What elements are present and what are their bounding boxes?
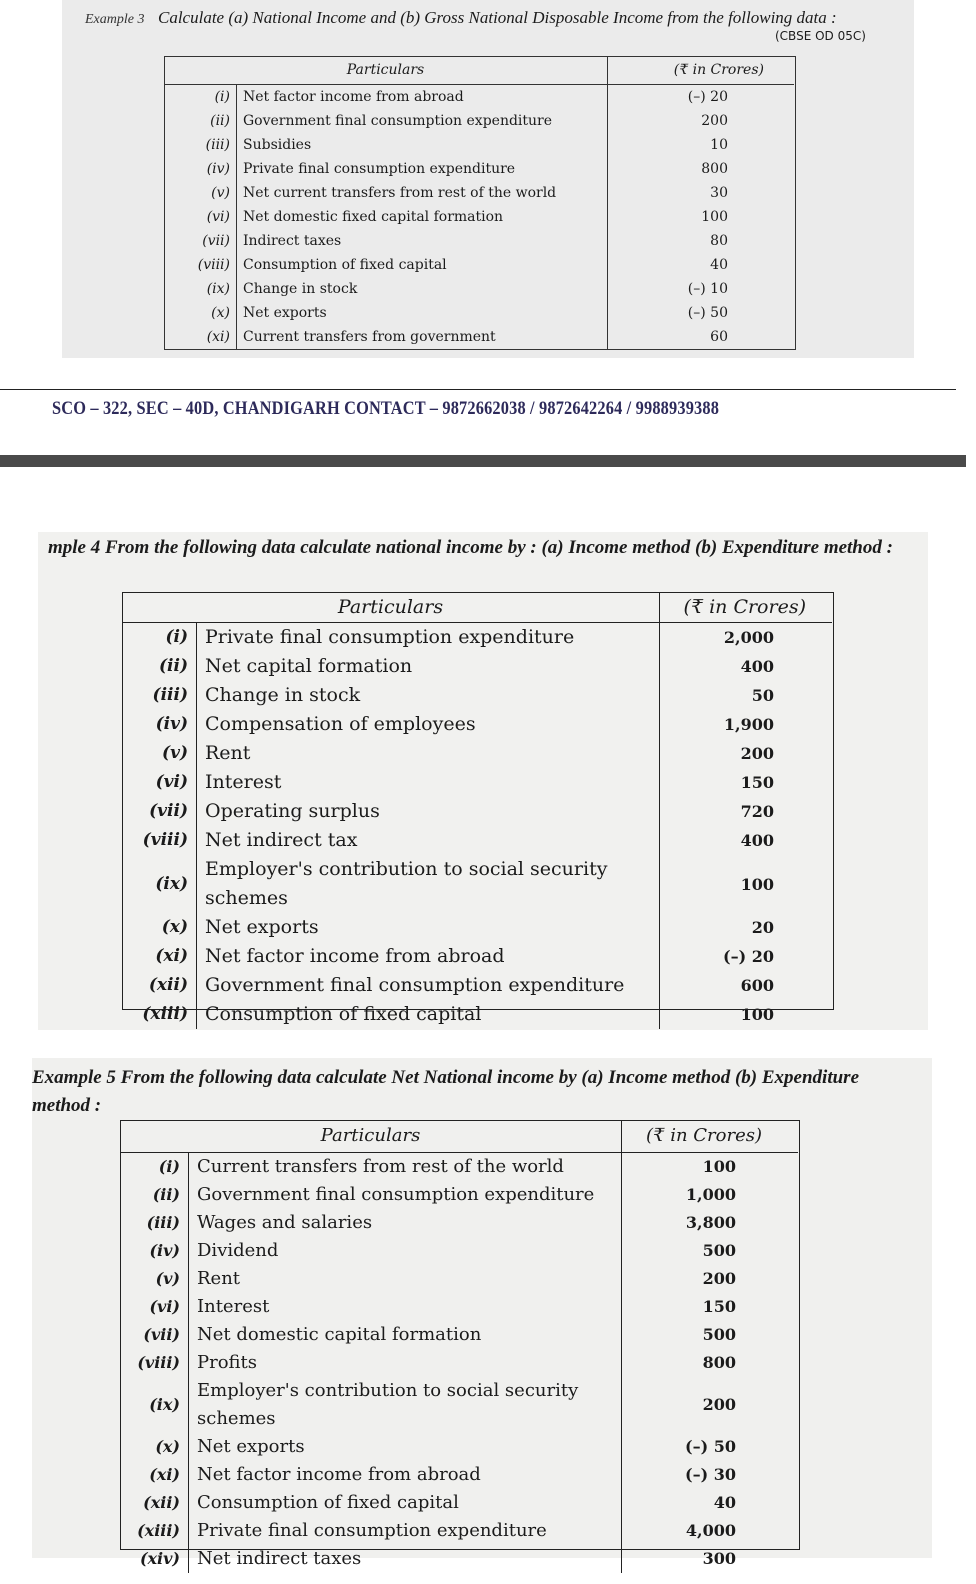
row-description: Employer's contribution to social security schemes	[189, 1377, 622, 1433]
table-row	[120, 1321, 798, 1349]
row-value: 720	[740, 802, 774, 821]
row-number: (iv)	[122, 710, 197, 739]
row-description: Interest	[189, 1293, 622, 1321]
table-row	[120, 1237, 798, 1265]
row-description: Interest	[197, 768, 660, 797]
example-5-table	[120, 1120, 798, 1573]
row-value: 500	[702, 1241, 736, 1260]
row-value: 800	[701, 161, 728, 177]
row-value: 200	[701, 113, 728, 129]
row-value: 1,000	[685, 1185, 736, 1204]
row-value: 200	[702, 1395, 736, 1414]
row-description: Current transfers from rest of the world	[189, 1153, 622, 1182]
row-value: (–) 50	[687, 305, 728, 321]
table-row	[122, 826, 832, 855]
table-row	[122, 710, 832, 739]
row-number: (xi)	[120, 1461, 189, 1489]
column-header-particulars: Particulars	[122, 592, 660, 623]
row-value: 500	[702, 1325, 736, 1344]
table-row	[164, 301, 794, 325]
row-number: (i)	[122, 623, 197, 653]
row-description: Net capital formation	[197, 652, 660, 681]
table-row	[120, 1153, 798, 1182]
row-number: (ii)	[120, 1181, 189, 1209]
row-number: (vii)	[120, 1321, 189, 1349]
row-number: (ii)	[164, 109, 237, 133]
table-row	[120, 1489, 798, 1517]
row-number: (i)	[164, 85, 237, 110]
row-description: Private final consumption expenditure	[197, 623, 660, 653]
row-value: (–) 20	[687, 89, 728, 105]
row-number: (ix)	[164, 277, 237, 301]
table-row	[164, 85, 794, 110]
table-row	[122, 942, 832, 971]
example-3-label: Example 3	[85, 12, 145, 27]
row-value: (–) 20	[723, 947, 774, 966]
row-number: (v)	[122, 739, 197, 768]
row-description: Change in stock	[237, 277, 608, 301]
row-description: Consumption of fixed capital	[197, 1000, 660, 1029]
row-number: (ii)	[122, 652, 197, 681]
table-row	[120, 1265, 798, 1293]
row-value: 100	[702, 1157, 736, 1176]
row-value: (–) 30	[685, 1465, 736, 1484]
table-row	[120, 1377, 798, 1433]
row-number: (xiv)	[120, 1545, 189, 1573]
row-number: (x)	[120, 1433, 189, 1461]
row-value: 150	[740, 773, 774, 792]
table-row	[122, 623, 832, 653]
row-value: 40	[713, 1493, 736, 1512]
column-header-particulars: Particulars	[164, 56, 608, 85]
row-number: (iv)	[120, 1237, 189, 1265]
table-row	[164, 277, 794, 301]
table-row	[122, 971, 832, 1000]
table-row	[122, 652, 832, 681]
row-value: 20	[751, 918, 774, 937]
table-row	[164, 253, 794, 277]
row-number: (viii)	[120, 1349, 189, 1377]
row-value: 400	[740, 831, 774, 850]
table-row	[120, 1293, 798, 1321]
page-separator-bar	[0, 455, 966, 467]
table-row	[122, 1000, 832, 1029]
row-value: 30	[710, 185, 728, 201]
table-row	[164, 157, 794, 181]
row-value: (–) 50	[685, 1437, 736, 1456]
table-row	[120, 1181, 798, 1209]
row-value: 600	[740, 976, 774, 995]
row-number: (x)	[164, 301, 237, 325]
table-row	[122, 739, 832, 768]
row-number: (iii)	[164, 133, 237, 157]
row-description: Rent	[197, 739, 660, 768]
row-number: (xii)	[122, 971, 197, 1000]
table-row	[122, 768, 832, 797]
row-description: Operating surplus	[197, 797, 660, 826]
row-description: Net exports	[197, 913, 660, 942]
row-number: (iii)	[122, 681, 197, 710]
table-row	[164, 109, 794, 133]
column-header-unit: (₹ in Crores)	[608, 56, 795, 85]
row-value: 4,000	[685, 1521, 736, 1540]
row-number: (vi)	[122, 768, 197, 797]
row-number: (viii)	[164, 253, 237, 277]
example-4-table	[122, 592, 832, 1029]
row-number: (viii)	[122, 826, 197, 855]
row-number: (ix)	[122, 855, 197, 913]
table-row	[120, 1461, 798, 1489]
row-value: (–) 10	[687, 281, 728, 297]
row-number: (xiii)	[120, 1517, 189, 1545]
table-header-row	[164, 56, 794, 85]
row-value: 100	[701, 209, 728, 225]
row-description: Current transfers from government	[237, 325, 608, 349]
table-row	[164, 133, 794, 157]
row-description: Indirect taxes	[237, 229, 608, 253]
column-header-unit: (₹ in Crores)	[660, 592, 833, 623]
table-header-row	[122, 592, 832, 623]
row-value: 400	[740, 657, 774, 676]
row-description: Net domestic capital formation	[189, 1321, 622, 1349]
row-value: 1,900	[723, 715, 774, 734]
row-number: (i)	[120, 1153, 189, 1182]
table-row	[120, 1433, 798, 1461]
table-row	[164, 181, 794, 205]
row-description: Dividend	[189, 1237, 622, 1265]
column-header-particulars: Particulars	[120, 1120, 622, 1153]
column-header-unit: (₹ in Crores)	[622, 1120, 799, 1153]
row-number: (vi)	[120, 1293, 189, 1321]
row-number: (xii)	[120, 1489, 189, 1517]
row-description: Consumption of fixed capital	[237, 253, 608, 277]
row-description: Private final consumption expenditure	[189, 1517, 622, 1545]
row-description: Government final consumption expenditure	[197, 971, 660, 1000]
row-value: 3,800	[685, 1213, 736, 1232]
table-header-row	[120, 1120, 798, 1153]
row-number: (vi)	[164, 205, 237, 229]
row-description: Compensation of employees	[197, 710, 660, 739]
row-value: 60	[710, 329, 728, 345]
row-description: Net exports	[189, 1433, 622, 1461]
row-value: 10	[710, 137, 728, 153]
row-description: Net factor income from abroad	[197, 942, 660, 971]
table-row	[122, 913, 832, 942]
row-number: (xi)	[122, 942, 197, 971]
row-description: Government final consumption expenditure	[189, 1181, 622, 1209]
row-value: 100	[740, 1005, 774, 1024]
table-row	[164, 325, 794, 349]
example-3-source: (CBSE OD 05C)	[775, 29, 866, 43]
row-value: 800	[702, 1353, 736, 1372]
row-value: 2,000	[723, 628, 774, 647]
row-number: (vii)	[164, 229, 237, 253]
row-number: (x)	[122, 913, 197, 942]
row-value: 200	[702, 1269, 736, 1288]
row-description: Rent	[189, 1265, 622, 1293]
row-description: Change in stock	[197, 681, 660, 710]
row-description: Net current transfers from rest of the world	[237, 181, 608, 205]
row-value: 150	[702, 1297, 736, 1316]
row-value: 40	[710, 257, 728, 273]
table-row	[122, 681, 832, 710]
example-3-question: Calculate (a) National Income and (b) Gross National Disposable Income from the following data :	[158, 8, 837, 27]
example-4-question: mple 4 From the following data calculate national income by : (a) Income method (b) Expenditure method :	[48, 537, 893, 558]
row-description: Subsidies	[237, 133, 608, 157]
row-number: (xiii)	[122, 1000, 197, 1029]
row-value: 100	[740, 874, 774, 894]
row-description: Net factor income from abroad	[237, 85, 608, 110]
table-row	[120, 1517, 798, 1545]
row-description: Employer's contribution to social security schemes	[197, 855, 660, 913]
row-description: Net factor income from abroad	[189, 1461, 622, 1489]
row-description: Wages and salaries	[189, 1209, 622, 1237]
row-description: Consumption of fixed capital	[189, 1489, 622, 1517]
row-value: 200	[740, 744, 774, 763]
example-5-question: Example 5 From the following data calculate Net National income by (a) Income method (b) Expenditure method :	[32, 1067, 860, 1116]
example-3-table	[164, 56, 794, 349]
table-row	[120, 1545, 798, 1573]
row-value: 300	[702, 1549, 736, 1568]
row-description: Government final consumption expenditure	[237, 109, 608, 133]
row-description: Net indirect taxes	[189, 1545, 622, 1573]
row-number: (xi)	[164, 325, 237, 349]
table-row	[122, 855, 832, 913]
row-value: 80	[710, 233, 728, 249]
row-description: Net indirect tax	[197, 826, 660, 855]
table-row	[120, 1349, 798, 1377]
row-number: (v)	[120, 1265, 189, 1293]
contact-footer: SCO – 322, SEC – 40D, CHANDIGARH CONTACT – 9872662038 / 9872642264 / 9988939388	[52, 398, 720, 419]
row-number: (vii)	[122, 797, 197, 826]
row-value: 50	[751, 686, 774, 705]
table-row	[122, 797, 832, 826]
row-number: (iv)	[164, 157, 237, 181]
row-number: (iii)	[120, 1209, 189, 1237]
table-row	[164, 229, 794, 253]
table-row	[120, 1209, 798, 1237]
row-number: (ix)	[120, 1377, 189, 1433]
row-description: Net exports	[237, 301, 608, 325]
row-number: (v)	[164, 181, 237, 205]
row-description: Net domestic fixed capital formation	[237, 205, 608, 229]
table-row	[164, 205, 794, 229]
row-description: Private final consumption expenditure	[237, 157, 608, 181]
page-divider	[0, 389, 956, 390]
row-description: Profits	[189, 1349, 622, 1377]
